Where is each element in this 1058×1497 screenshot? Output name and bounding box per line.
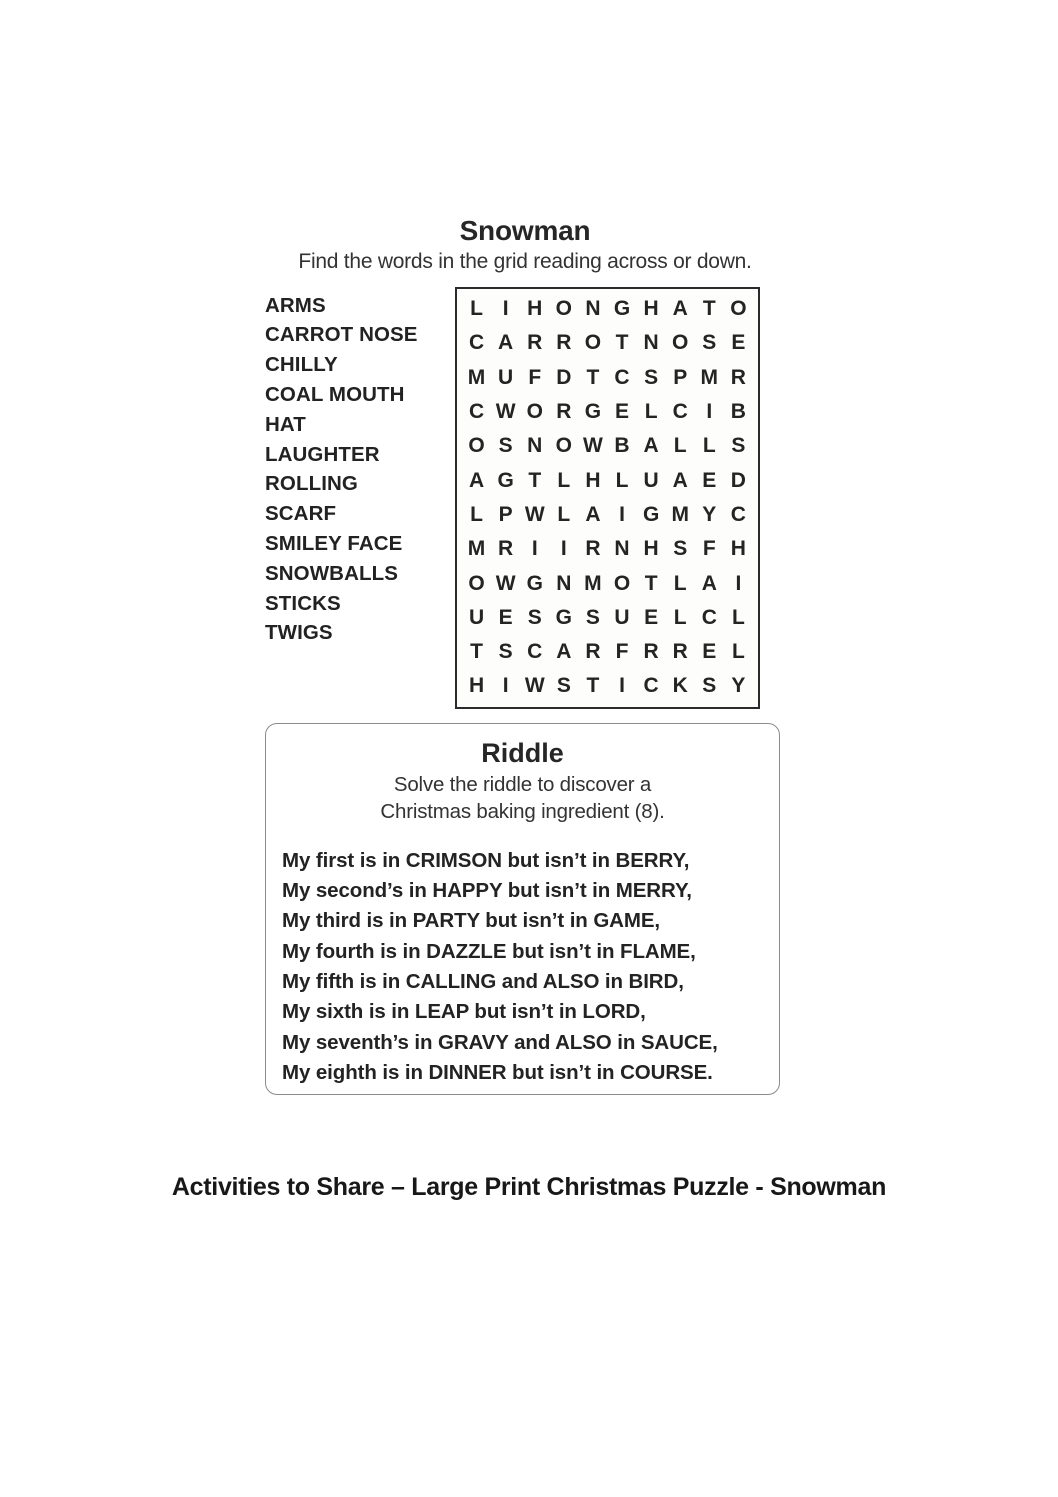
grid-cell: A bbox=[643, 434, 659, 458]
grid-cell: M bbox=[671, 502, 689, 526]
grid-cell: O bbox=[526, 400, 543, 424]
grid-cell: I bbox=[502, 297, 509, 321]
puzzle-body bbox=[265, 287, 785, 710]
riddle-title: Riddle bbox=[481, 738, 564, 768]
grid-cell: S bbox=[673, 537, 688, 561]
grid-cell: N bbox=[585, 297, 601, 321]
grid-cell: L bbox=[644, 400, 658, 424]
grid-cell: N bbox=[527, 434, 543, 458]
list-item: COAL MOUTH bbox=[265, 382, 405, 406]
grid-cell: S bbox=[585, 605, 600, 629]
grid-cell: W bbox=[524, 674, 545, 698]
grid-cell: C bbox=[468, 400, 485, 424]
grid-cell: R bbox=[556, 400, 572, 424]
grid-cell: R bbox=[556, 331, 572, 355]
grid-cell: B bbox=[730, 400, 746, 424]
grid-cell: G bbox=[642, 502, 660, 526]
riddle-clue-line: My third is in PARTY but isn’t in GAME, bbox=[282, 909, 661, 933]
grid-cell: R bbox=[527, 331, 543, 355]
grid-cell: U bbox=[498, 365, 514, 389]
grid-cell: R bbox=[498, 537, 514, 561]
grid-cell: L bbox=[673, 605, 687, 629]
grid-row bbox=[462, 600, 753, 634]
grid-cell: I bbox=[502, 674, 509, 698]
grid-cell: O bbox=[584, 331, 602, 355]
word-list bbox=[265, 287, 455, 649]
grid-cell: E bbox=[731, 331, 746, 355]
grid-row bbox=[462, 566, 753, 600]
grid-cell: C bbox=[701, 605, 717, 629]
grid-cell: P bbox=[498, 502, 513, 526]
grid-row bbox=[462, 669, 753, 703]
grid-cell: G bbox=[526, 571, 543, 595]
grid-cell: N bbox=[556, 571, 572, 595]
grid-cell: N bbox=[643, 331, 659, 355]
grid-cell: L bbox=[557, 468, 571, 492]
grid-cell: S bbox=[556, 674, 571, 698]
list-item: ARMS bbox=[265, 293, 326, 317]
grid-cell: F bbox=[615, 640, 629, 664]
riddle-clue-line: My first is in CRIMSON but isn’t in BERRY, bbox=[282, 848, 690, 872]
grid-cell: O bbox=[672, 331, 689, 355]
grid-cell: S bbox=[702, 674, 717, 698]
list-item: LAUGHTER bbox=[265, 442, 380, 466]
grid-cell: I bbox=[735, 571, 742, 595]
list-item: SMILEY FACE bbox=[265, 532, 403, 555]
grid-cell: E bbox=[498, 605, 513, 629]
grid-row bbox=[462, 634, 753, 668]
grid-cell: L bbox=[731, 605, 745, 629]
letter-grid bbox=[455, 287, 760, 710]
grid-cell: O bbox=[613, 571, 631, 595]
grid-cell: F bbox=[528, 365, 542, 389]
grid-row bbox=[462, 292, 753, 326]
grid-row bbox=[462, 429, 753, 463]
grid-cell: W bbox=[524, 502, 545, 526]
grid-row bbox=[462, 463, 753, 497]
grid-cell: A bbox=[585, 502, 601, 526]
grid-cell: E bbox=[644, 605, 659, 629]
grid-cell: M bbox=[467, 365, 486, 389]
grid-cell: C bbox=[614, 365, 630, 389]
grid-cell: H bbox=[585, 468, 601, 492]
grid-cell: L bbox=[615, 468, 629, 492]
grid-cell: T bbox=[702, 297, 716, 321]
grid-cell: R bbox=[585, 537, 601, 561]
grid-cell: I bbox=[619, 502, 625, 526]
grid-cell: S bbox=[498, 640, 513, 664]
riddle-clue-line: My eighth is in DINNER but isn’t in COURSE. bbox=[282, 1060, 713, 1084]
grid-row bbox=[462, 326, 753, 360]
grid-cell: S bbox=[498, 434, 513, 458]
grid-cell: T bbox=[586, 365, 600, 389]
grid-cell: L bbox=[731, 640, 745, 664]
grid-row bbox=[462, 497, 753, 531]
grid-cell: L bbox=[470, 502, 483, 526]
grid-cell: C bbox=[527, 640, 543, 664]
document-caption: Activities to Share – Large Print Christmas Puzzle - Snowman bbox=[171, 1173, 887, 1201]
grid-row bbox=[462, 532, 753, 566]
grid-cell: L bbox=[470, 297, 483, 321]
grid-cell: A bbox=[672, 297, 688, 321]
riddle-clue-list bbox=[266, 846, 779, 1089]
page-title: Snowman bbox=[459, 215, 591, 246]
grid-row bbox=[462, 360, 753, 394]
grid-cell: A bbox=[701, 571, 717, 595]
grid-cell: H bbox=[643, 537, 659, 561]
grid-cell: L bbox=[702, 434, 716, 458]
grid-cell: A bbox=[672, 468, 688, 492]
grid-cell: E bbox=[702, 468, 717, 492]
grid-cell: T bbox=[615, 331, 629, 355]
grid-cell: M bbox=[467, 537, 486, 561]
grid-cell: B bbox=[614, 434, 630, 458]
grid-cell: E bbox=[702, 640, 717, 664]
grid-cell: F bbox=[702, 537, 716, 561]
grid-cell: O bbox=[555, 434, 572, 458]
grid-row bbox=[462, 394, 753, 428]
grid-cell: C bbox=[730, 502, 746, 526]
grid-cell: U bbox=[643, 468, 659, 492]
word-search-puzzle-sheet bbox=[265, 215, 785, 709]
grid-cell: L bbox=[557, 502, 571, 526]
grid-cell: O bbox=[468, 571, 485, 595]
grid-cell: M bbox=[584, 571, 602, 595]
grid-cell: L bbox=[673, 571, 687, 595]
grid-cell: A bbox=[498, 331, 514, 355]
grid-cell: L bbox=[673, 434, 687, 458]
riddle-box bbox=[265, 723, 780, 1095]
grid-cell: A bbox=[556, 640, 572, 664]
grid-cell: C bbox=[643, 674, 659, 698]
list-item: HAT bbox=[265, 412, 306, 436]
grid-cell: R bbox=[672, 640, 688, 664]
grid-cell: D bbox=[556, 365, 572, 389]
grid-cell: U bbox=[614, 605, 630, 629]
grid-cell: H bbox=[730, 537, 746, 561]
grid-cell: H bbox=[643, 297, 659, 321]
grid-cell: T bbox=[528, 468, 542, 492]
grid-cell: A bbox=[468, 468, 485, 492]
grid-cell: S bbox=[702, 331, 717, 355]
grid-cell: U bbox=[468, 605, 485, 629]
grid-cell: C bbox=[468, 331, 485, 355]
grid-cell: W bbox=[495, 571, 516, 595]
grid-cell: C bbox=[672, 400, 688, 424]
riddle-subtitle-line-1: Solve the riddle to discover a bbox=[393, 773, 652, 797]
grid-cell: G bbox=[555, 605, 572, 629]
grid-cell: I bbox=[560, 537, 567, 561]
list-item: ROLLING bbox=[265, 472, 358, 496]
grid-cell: R bbox=[643, 640, 659, 664]
grid-cell: K bbox=[672, 674, 688, 698]
grid-cell: G bbox=[584, 400, 602, 424]
grid-cell: Y bbox=[731, 674, 746, 698]
grid-cell: W bbox=[583, 434, 603, 458]
grid-cell: I bbox=[531, 537, 538, 561]
grid-cell: E bbox=[615, 400, 630, 424]
list-item: TWIGS bbox=[265, 621, 333, 645]
grid-cell: T bbox=[644, 571, 658, 595]
riddle-clue-line: My seventh’s in GRAVY and ALSO in SAUCE, bbox=[282, 1030, 718, 1054]
grid-cell: S bbox=[644, 365, 659, 389]
grid-cell: G bbox=[613, 297, 631, 321]
grid-cell: O bbox=[555, 297, 572, 321]
riddle-clue-line: My fourth is in DAZZLE but isn’t in FLAME, bbox=[282, 939, 696, 963]
list-item: CARROT NOSE bbox=[265, 323, 418, 347]
grid-cell: W bbox=[495, 400, 516, 424]
list-item: CHILLY bbox=[265, 353, 338, 377]
grid-cell: D bbox=[730, 468, 746, 492]
grid-cell: I bbox=[619, 674, 625, 698]
grid-cell: Y bbox=[702, 502, 717, 526]
riddle-clue-line: My sixth is in LEAP but isn’t in LORD, bbox=[282, 1000, 646, 1024]
grid-cell: G bbox=[497, 468, 514, 492]
list-item: STICKS bbox=[265, 591, 341, 615]
grid-cell: R bbox=[585, 640, 601, 664]
list-item: SNOWBALLS bbox=[265, 561, 398, 585]
grid-cell: P bbox=[673, 365, 688, 389]
grid-cell: R bbox=[730, 365, 746, 389]
riddle-clue-line: My second’s in HAPPY but isn’t in MERRY, bbox=[282, 878, 692, 902]
grid-cell: I bbox=[706, 400, 713, 424]
grid-cell: M bbox=[700, 365, 719, 389]
grid-cell: T bbox=[470, 640, 483, 664]
grid-cell: S bbox=[731, 434, 746, 458]
puzzle-instruction-text: Find the words in the grid reading across or down. bbox=[298, 250, 752, 274]
grid-cell: N bbox=[614, 537, 630, 561]
grid-cell: H bbox=[468, 674, 485, 698]
list-item: SCARF bbox=[265, 502, 337, 526]
grid-cell: O bbox=[730, 297, 747, 321]
riddle-subtitle-line-2: Christmas baking ingredient (8). bbox=[380, 800, 665, 824]
riddle-clue-line: My fifth is in CALLING and ALSO in BIRD, bbox=[282, 969, 684, 993]
grid-cell: O bbox=[468, 434, 485, 458]
grid-cell: H bbox=[527, 297, 543, 321]
grid-cell: S bbox=[527, 605, 542, 629]
grid-cell: T bbox=[586, 674, 600, 698]
